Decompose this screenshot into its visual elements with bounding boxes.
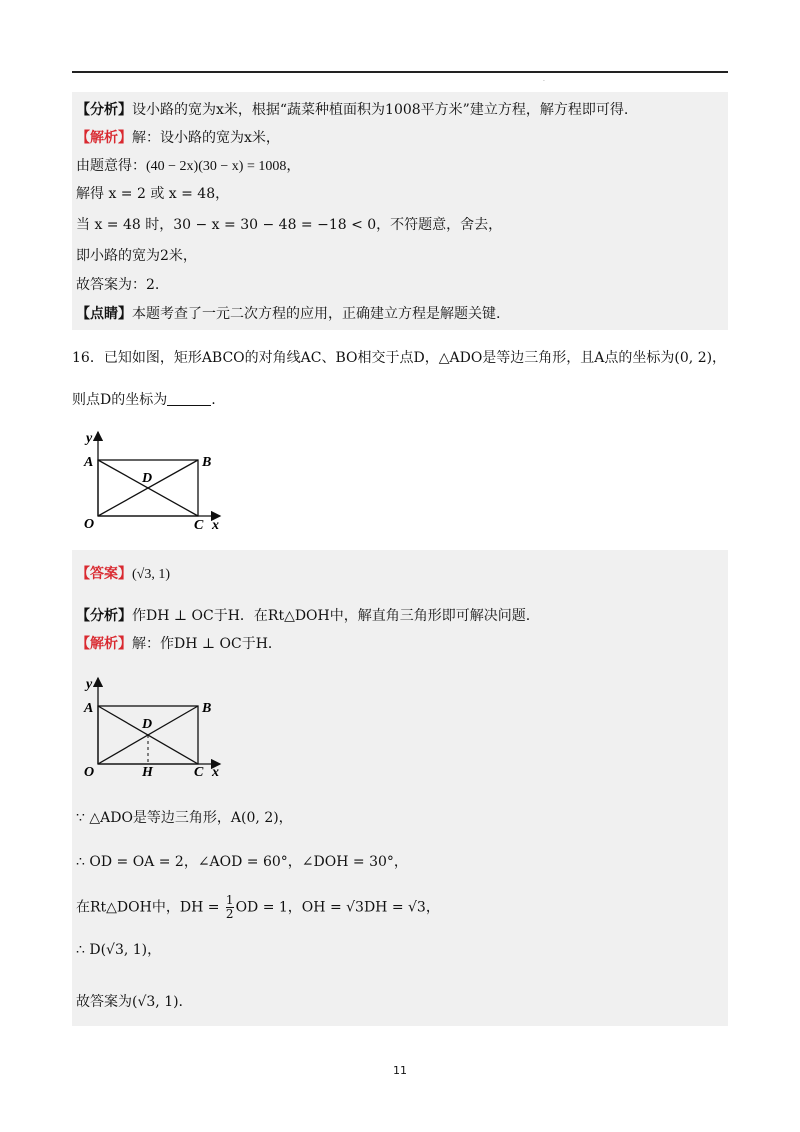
step-1: ∵ △ADO是等边三角形，A(0, 2)， xyxy=(76,810,293,826)
answer-value: (√3, 1) xyxy=(132,567,171,582)
question-16-stem-2: 则点D的坐标为 . xyxy=(72,392,216,408)
label-y-2: y xyxy=(86,677,93,692)
label-o-2: O xyxy=(84,765,95,780)
label-c: C xyxy=(194,518,204,533)
label-x-2: x xyxy=(212,765,219,780)
answer-solution xyxy=(76,634,282,654)
rectangle-figure-with-h xyxy=(80,672,230,780)
prev-analysis xyxy=(76,100,628,120)
answer-analysis xyxy=(76,606,530,626)
answer-blank xyxy=(167,391,211,406)
solution-text-2: 解：作DH ⊥ OC于H． xyxy=(132,636,282,652)
step-2: ∴ OD = OA = 2，∠AOD = 60°，∠DOH = 30°， xyxy=(76,854,408,870)
rectangle-figure xyxy=(80,426,230,534)
prev-line-width: 即小路的宽为2米， xyxy=(76,248,197,264)
page-number: 11 xyxy=(393,1064,407,1077)
label-b-2: B xyxy=(202,701,212,716)
label-o: O xyxy=(84,517,95,532)
prev-solution xyxy=(76,128,280,148)
question-16-stem: 16．已知如图，矩形ABCO的对角线AC、BO相交于点D，△ADO是等边三角形，且A点的坐标为(0, 2)， xyxy=(72,350,727,366)
prev-line-equation: 由题意得：(40 − 2x)(30 − x) = 1008， xyxy=(76,158,301,174)
analysis-tag-2: 【分析】 xyxy=(76,608,132,624)
step-3: 在Rt△DOH中，DH = $\frac{1}{2}$ OD = 1，OH = √3DH = √3， xyxy=(76,893,440,921)
solution-tag: 【解析】 xyxy=(76,130,132,146)
analysis-text: 设小路的宽为x米，根据“蔬菜种植面积为1008平方米”建立方程，解方程即可得. xyxy=(132,102,629,118)
header-mark: · xyxy=(543,78,545,85)
label-x: x xyxy=(212,518,219,533)
prev-line-answer: 故答案为：2. xyxy=(76,277,160,293)
prev-line-roots: 解得 x = 2 或 x = 48， xyxy=(76,186,230,202)
label-a: A xyxy=(84,455,94,470)
header-rule xyxy=(72,71,728,73)
label-h: H xyxy=(142,765,153,780)
prev-line-check: 当 x = 48 时，30 − x = 30 − 48 = −18 < 0，不符题意，舍去， xyxy=(76,217,503,233)
prev-comment xyxy=(76,304,500,324)
answer-tag: 【答案】 xyxy=(76,566,132,582)
label-d: D xyxy=(142,471,153,486)
label-a-2: A xyxy=(84,701,94,716)
label-y: y xyxy=(86,431,93,446)
label-b: B xyxy=(202,455,212,470)
analysis-text-2: 作DH ⊥ OC于H．在Rt△DOH中，解直角三角形即可解决问题. xyxy=(132,608,531,624)
solution-text: 解：设小路的宽为x米， xyxy=(132,130,280,146)
comment-tag: 【点睛】 xyxy=(76,306,132,322)
answer-line xyxy=(76,564,170,585)
label-c-2: C xyxy=(194,765,204,780)
step-5: 故答案为(√3, 1). xyxy=(76,994,184,1010)
step-4: ∴ D(√3, 1)， xyxy=(76,942,162,958)
comment-text: 本题考查了一元二次方程的应用，正确建立方程是解题关键. xyxy=(132,306,501,322)
label-d-2: D xyxy=(142,717,153,732)
analysis-tag: 【分析】 xyxy=(76,102,132,118)
fraction-one-half: $\frac{1}{2}$ xyxy=(225,893,234,921)
solution-tag-2: 【解析】 xyxy=(76,636,132,652)
